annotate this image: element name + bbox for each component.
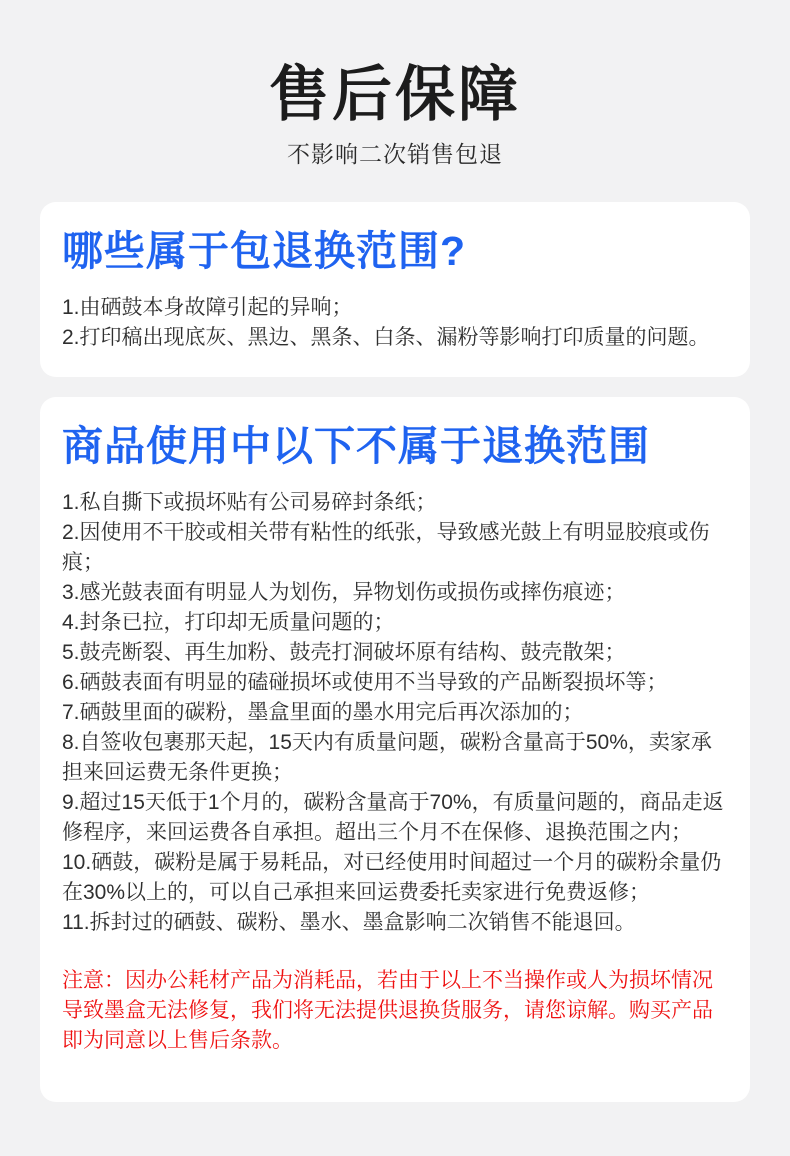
not-returnable-heading: 商品使用中以下不属于退换范围: [62, 422, 650, 469]
policy-item: 10.硒鼓，碳粉是属于易耗品，对已经使用时间超过一个月的碳粉余量仍在30%以上的，可以自己承担来回运费委托卖家进行免费返修；: [62, 850, 722, 904]
page-title: 售后保障: [269, 61, 521, 128]
policy-item: 11.拆封过的硒鼓、碳粉、墨水、墨盒影响二次销售不能退回。: [62, 910, 636, 934]
policy-item: 6.硒鼓表面有明显的磕碰损坏或使用不当导致的产品断裂损坏等；: [62, 670, 668, 694]
policy-item: 7.硒鼓里面的碳粉，墨盒里面的墨水用完后再次添加的；: [62, 700, 584, 724]
policy-item: 1.由硒鼓本身故障引起的异响；: [62, 295, 353, 319]
return-scope-heading: 哪些属于包退换范围?: [62, 228, 467, 274]
policy-item: 3.感光鼓表面有明显人为划伤，异物划伤或损伤或摔伤痕迹；: [62, 580, 626, 604]
policy-item: 8.自签收包裹那天起，15天内有质量问题，碳粉含量高于50%，卖家承担来回运费无条件更换；: [62, 730, 712, 784]
card-return-scope: [40, 202, 750, 377]
policy-item: 2.打印稿出现底灰、黑边、黑条、白条、漏粉等影响打印质量的问题。: [62, 325, 710, 349]
policy-item: 2.因使用不干胶或相关带有粘性的纸张，导致感光鼓上有明显胶痕或伤痕；: [62, 520, 710, 574]
policy-item: 5.鼓壳断裂、再生加粉、鼓壳打洞破坏原有结构、鼓壳散架；: [62, 640, 626, 664]
card-not-returnable: [40, 397, 750, 1102]
policy-item: 4.封条已拉，打印却无质量问题的；: [62, 610, 395, 634]
warning-notice: 注意：因办公耗材产品为消耗品，若由于以上不当操作或人为损坏情况导致墨盒无法修复，我们将无法提供退换货服务，请您谅解。购买产品即为同意以上售后条款。: [62, 968, 713, 1052]
page-header: [0, 0, 790, 170]
page-subtitle: 不影响二次销售包退: [287, 141, 503, 167]
policy-item: 9.超过15天低于1个月的，碳粉含量高于70%，有质量问题的，商品走返修程序，来回运费各自承担。超出三个月不在保修、退换范围之内；: [62, 790, 724, 844]
policy-item: 1.私自撕下或损坏贴有公司易碎封条纸；: [62, 490, 437, 514]
